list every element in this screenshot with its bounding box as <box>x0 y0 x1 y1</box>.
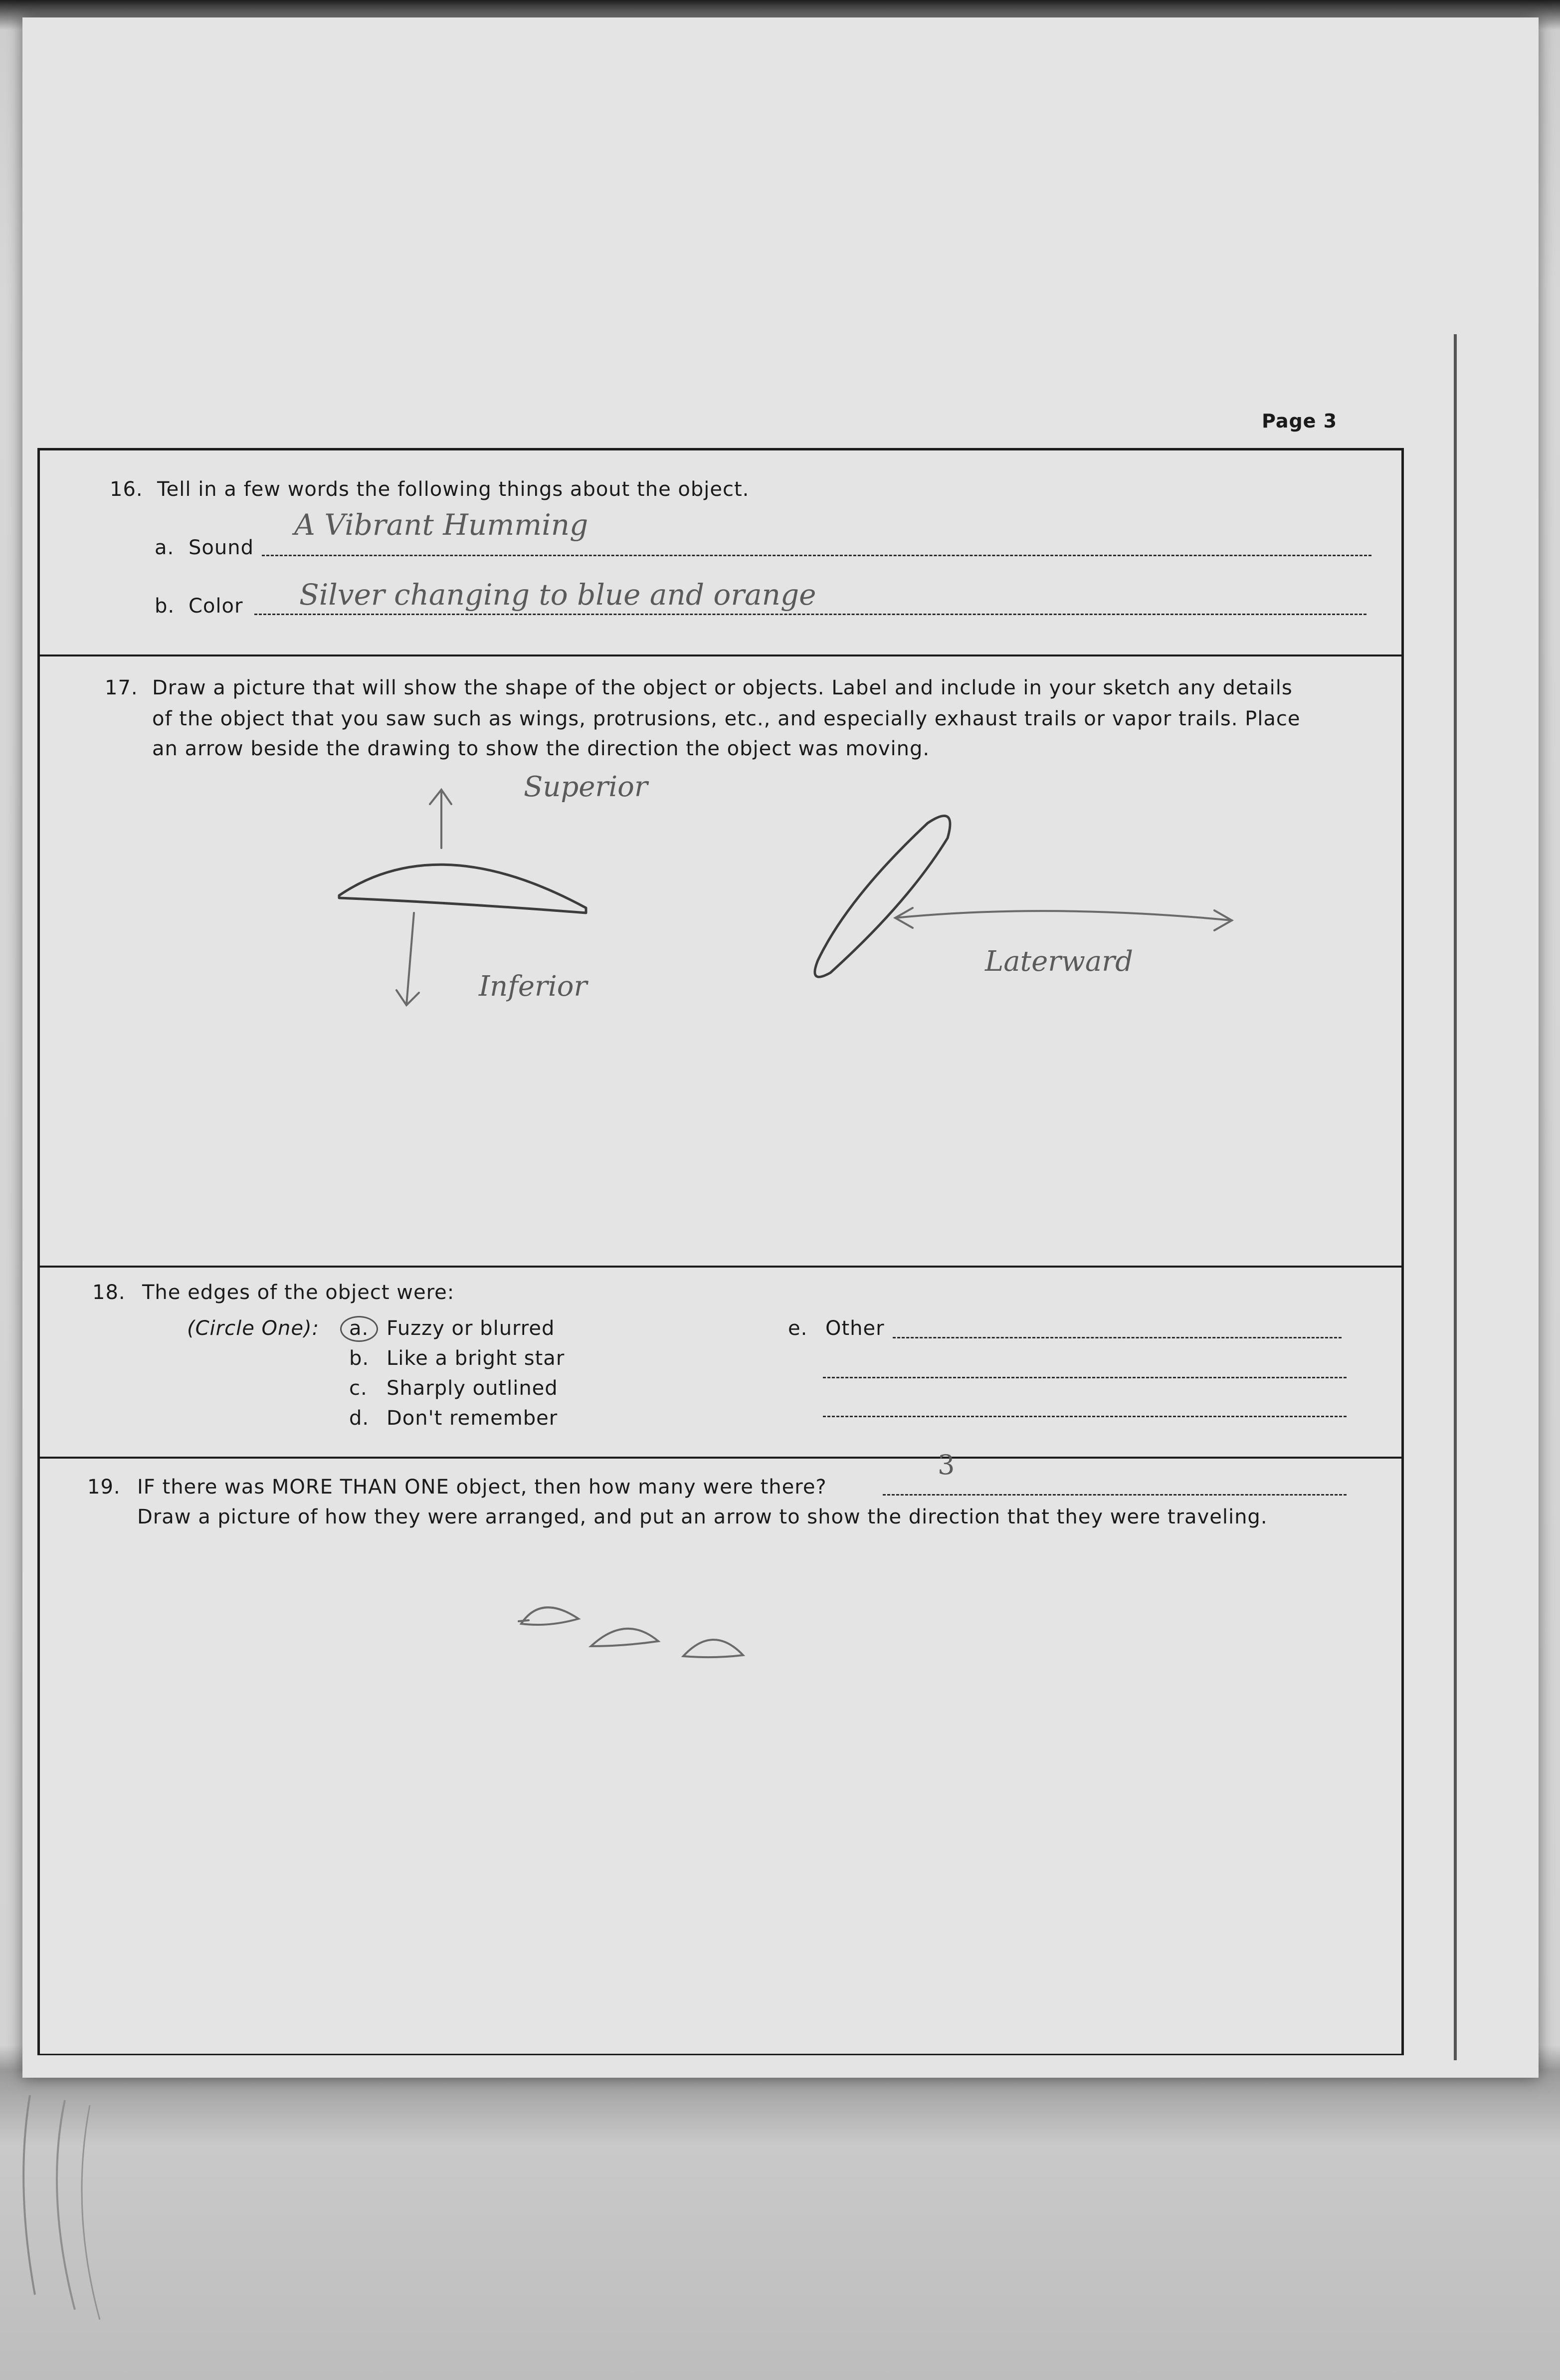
instruction-line: of the object that you saw such as wings, protrusions, etc., and especially exhaust trails or vapor trails. Place <box>152 707 1301 730</box>
circle-one-instruction: (Circle One): <box>187 1317 320 1340</box>
question-number: 18. <box>92 1281 126 1304</box>
page-number: Page 3 <box>1262 410 1338 432</box>
option-dont-remember[interactable]: Don't remember <box>387 1407 558 1430</box>
film-scratch-marks <box>0 2085 150 2335</box>
instruction-line: Draw a picture that will show the shape of the object or objects. Label and include in your sketch any details <box>152 676 1293 699</box>
question-prompt: The edges of the object were: <box>142 1281 455 1304</box>
instruction-line: an arrow beside the drawing to show the direction the object was moving. <box>152 737 930 760</box>
option-letter: e. <box>788 1317 808 1340</box>
option-sharply-outlined[interactable]: Sharply outlined <box>387 1377 558 1400</box>
label-inferior: Inferior <box>479 970 587 1003</box>
small-object <box>683 1640 743 1657</box>
question-number: 17. <box>105 676 138 699</box>
small-object <box>591 1629 658 1646</box>
item-letter: a. <box>155 536 175 559</box>
question-prompt: Tell in a few words the following things about the object. <box>157 478 750 501</box>
option-letter: a. <box>349 1317 369 1340</box>
option-letter: b. <box>349 1347 370 1370</box>
answer-sound[interactable]: A Vibrant Humming <box>294 508 588 542</box>
field-label-color: Color <box>189 595 243 618</box>
option-bright-star[interactable]: Like a bright star <box>387 1347 565 1370</box>
small-object <box>519 1607 579 1625</box>
option-letter: c. <box>349 1377 368 1400</box>
option-other-label: Other <box>825 1317 885 1340</box>
question-prompt: IF there was MORE THAN ONE object, then how many were there? <box>137 1476 827 1499</box>
item-letter: b. <box>155 595 175 618</box>
option-fuzzy[interactable]: Fuzzy or blurred <box>387 1317 555 1340</box>
answer-count[interactable]: 3 <box>938 1449 955 1481</box>
option-letter: d. <box>349 1407 370 1430</box>
instruction-line: Draw a picture of how they were arranged, and put an arrow to show the direction that they were traveling. <box>137 1506 1268 1528</box>
label-laterward: Laterward <box>985 945 1133 978</box>
question-number: 16. <box>110 478 143 501</box>
label-superior: Superior <box>524 771 648 803</box>
question-number: 19. <box>87 1476 121 1499</box>
field-label-sound: Sound <box>189 536 254 559</box>
answer-color[interactable]: Silver changing to blue and orange <box>299 578 816 612</box>
